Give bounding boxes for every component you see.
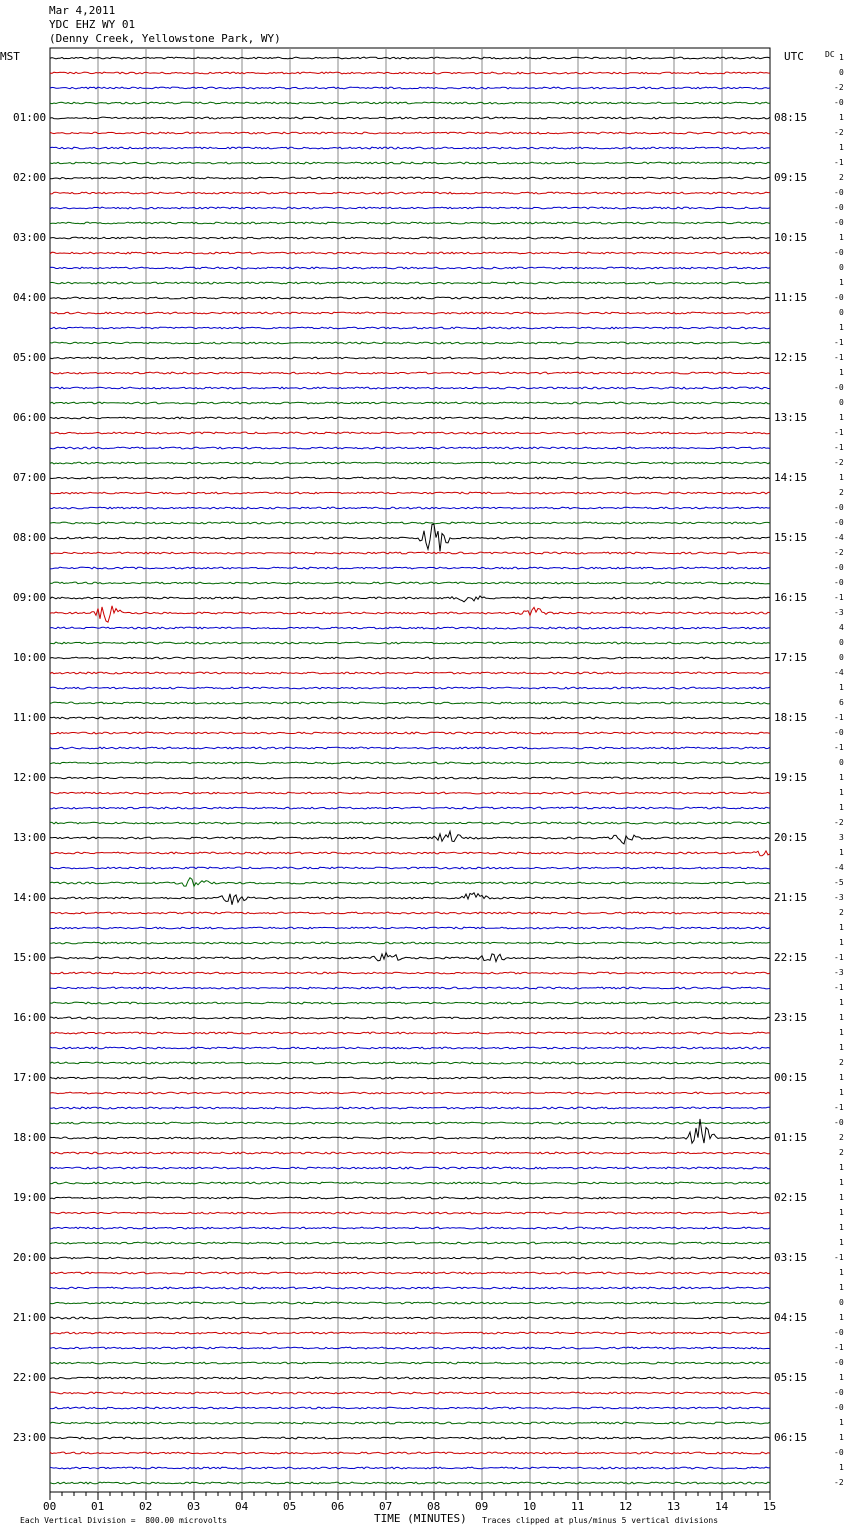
right-hour-label: 23:15: [774, 1011, 808, 1024]
seismic-trace: [50, 1317, 770, 1319]
right-hour-label: 16:15: [774, 591, 808, 604]
dc-offset-value: 0: [839, 653, 844, 662]
scale-footnote: Each Vertical Division = 800.00 microvolts: [20, 1516, 228, 1525]
dc-offset-value: 1: [839, 1283, 844, 1292]
dc-offset-value: 1: [839, 998, 844, 1007]
dc-offset-value: -0: [834, 503, 844, 512]
dc-offset-value: 1: [839, 143, 844, 152]
dc-offset-value: -1: [834, 743, 844, 752]
x-tick-label: 09: [475, 1500, 489, 1513]
dc-offset-value: 1: [839, 278, 844, 287]
seismic-trace: [50, 747, 770, 749]
seismic-trace: [50, 1452, 770, 1454]
seismic-trace: [50, 387, 770, 389]
dc-offset-value: -1: [834, 983, 844, 992]
right-hour-label: 03:15: [774, 1251, 808, 1264]
seismic-trace: [50, 1182, 770, 1184]
x-tick-label: 13: [667, 1500, 681, 1513]
dc-offset-value: 1: [839, 1238, 844, 1247]
dc-offset-value: -2: [834, 1478, 844, 1487]
dc-offset-value: 1: [839, 938, 844, 947]
dc-offset-value: -1: [834, 713, 844, 722]
right-hour-label: 17:15: [774, 651, 808, 664]
seismic-trace: [50, 867, 770, 869]
seismic-trace: [50, 522, 770, 524]
seismic-trace: [50, 942, 770, 944]
dc-offset-value: -1: [834, 443, 844, 452]
seismic-trace: [50, 1107, 770, 1109]
dc-offset-value: 2: [839, 173, 844, 182]
dc-offset-value: -0: [834, 293, 844, 302]
left-hour-label: 17:00: [13, 1071, 47, 1084]
seismic-trace: [50, 642, 770, 644]
seismic-trace: [50, 878, 770, 887]
right-hour-label: 19:15: [774, 771, 808, 784]
dc-offset-value: 1: [839, 923, 844, 932]
x-tick-label: 02: [139, 1500, 153, 1513]
dc-offset-value: 1: [839, 323, 844, 332]
dc-offset-value: 1: [839, 1178, 844, 1187]
seismic-trace: [50, 447, 770, 449]
dc-offset-value: 1: [839, 1028, 844, 1037]
seismic-trace: [50, 972, 770, 974]
dc-offset-value: -1: [834, 1343, 844, 1352]
seismic-trace: [50, 282, 770, 284]
dc-offset-value: 0: [839, 1298, 844, 1307]
seismic-trace: [50, 1332, 770, 1334]
dc-offset-value: -4: [834, 863, 844, 872]
left-hour-label: 09:00: [13, 591, 47, 604]
seismic-trace: [50, 117, 770, 119]
dc-offset-value: 1: [839, 803, 844, 812]
seismic-trace: [50, 132, 770, 134]
seismic-trace: [50, 1257, 770, 1259]
dc-offset-value: 1: [839, 413, 844, 422]
dc-offset-header: DC: [825, 50, 835, 59]
x-tick-label: 04: [235, 1500, 249, 1513]
dc-offset-value: -0: [834, 188, 844, 197]
right-hour-label: 12:15: [774, 351, 808, 364]
right-timezone-label: UTC: [784, 50, 804, 63]
seismic-trace: [50, 237, 770, 239]
left-hour-label: 12:00: [13, 771, 47, 784]
seismic-trace: [50, 1077, 770, 1079]
dc-offset-value: 0: [839, 308, 844, 317]
dc-offset-value: -3: [834, 968, 844, 977]
dc-offset-value: 1: [839, 473, 844, 482]
dc-offset-value: -2: [834, 128, 844, 137]
clip-footnote: Traces clipped at plus/minus 5 vertical divisions: [482, 1516, 719, 1525]
station-date: Mar 4,2011: [49, 4, 116, 17]
dc-offset-value: 1: [839, 1088, 844, 1097]
left-hour-label: 07:00: [13, 471, 47, 484]
dc-offset-value: 4: [839, 623, 844, 632]
dc-offset-value: 1: [839, 113, 844, 122]
right-hour-label: 04:15: [774, 1311, 808, 1324]
dc-offset-value: -1: [834, 353, 844, 362]
seismic-trace: [50, 606, 770, 622]
dc-offset-value: -1: [834, 593, 844, 602]
left-hour-label: 10:00: [13, 651, 47, 664]
seismic-trace: [50, 252, 770, 254]
right-hour-label: 01:15: [774, 1131, 808, 1144]
seismic-trace: [50, 927, 770, 929]
seismic-trace: [50, 1002, 770, 1004]
left-hour-label: 13:00: [13, 831, 47, 844]
right-hour-label: 15:15: [774, 531, 808, 544]
dc-offset-value: -2: [834, 548, 844, 557]
dc-offset-value: -0: [834, 1388, 844, 1397]
seismic-trace: [50, 1032, 770, 1034]
right-hour-label: 06:15: [774, 1431, 808, 1444]
seismic-trace: [50, 1152, 770, 1154]
dc-offset-value: 1: [839, 1418, 844, 1427]
seismic-trace: [50, 717, 770, 719]
dc-offset-value: -0: [834, 383, 844, 392]
dc-offset-value: 0: [839, 398, 844, 407]
seismic-trace: [50, 1017, 770, 1019]
dc-offset-value: -0: [834, 203, 844, 212]
dc-offset-value: -0: [834, 518, 844, 527]
dc-offset-value: -5: [834, 878, 844, 887]
dc-offset-value: 6: [839, 698, 844, 707]
seismic-trace: [50, 953, 770, 962]
right-hour-label: 22:15: [774, 951, 808, 964]
seismic-trace: [50, 1392, 770, 1394]
dc-offset-value: 1: [839, 773, 844, 782]
seismic-trace: [50, 807, 770, 809]
x-tick-label: 03: [187, 1500, 201, 1513]
x-tick-label: 06: [331, 1500, 345, 1513]
seismic-trace: [50, 87, 770, 89]
dc-offset-value: 1: [839, 1193, 844, 1202]
seismic-trace: [50, 177, 770, 179]
left-hour-label: 15:00: [13, 951, 47, 964]
x-tick-label: 05: [283, 1500, 297, 1513]
x-tick-label: 00: [43, 1500, 57, 1513]
x-tick-label: 10: [523, 1500, 537, 1513]
seismic-trace: [50, 507, 770, 509]
seismic-trace: [50, 1167, 770, 1169]
seismic-trace: [50, 687, 770, 689]
dc-offset-value: 2: [839, 1148, 844, 1157]
dc-offset-value: 1: [839, 368, 844, 377]
dc-offset-value: -0: [834, 1448, 844, 1457]
right-hour-label: 02:15: [774, 1191, 808, 1204]
left-hour-label: 23:00: [13, 1431, 47, 1444]
dc-offset-value: 1: [839, 1073, 844, 1082]
dc-offset-value: -0: [834, 1358, 844, 1367]
seismic-trace: [50, 207, 770, 209]
right-hour-label: 09:15: [774, 171, 808, 184]
seismic-trace: [50, 524, 770, 551]
dc-offset-value: 0: [839, 758, 844, 767]
seismic-trace: [50, 552, 770, 554]
left-hour-label: 16:00: [13, 1011, 47, 1024]
seismic-trace: [50, 327, 770, 329]
dc-offset-value: -0: [834, 1403, 844, 1412]
right-hour-label: 00:15: [774, 1071, 808, 1084]
seismic-trace: [50, 1467, 770, 1469]
station-location: (Denny Creek, Yellowstone Park, WY): [49, 32, 281, 45]
seismic-trace: [50, 1197, 770, 1199]
dc-offset-value: 2: [839, 908, 844, 917]
dc-offset-value: -0: [834, 218, 844, 227]
left-hour-label: 03:00: [13, 231, 47, 244]
dc-offset-value: -2: [834, 818, 844, 827]
seismic-trace: [50, 192, 770, 194]
dc-offset-value: 0: [839, 68, 844, 77]
right-hour-label: 14:15: [774, 471, 808, 484]
dc-offset-value: -3: [834, 608, 844, 617]
seismic-trace: [50, 372, 770, 374]
left-hour-label: 05:00: [13, 351, 47, 364]
dc-offset-value: 1: [839, 53, 844, 62]
right-hour-label: 21:15: [774, 891, 808, 904]
left-hour-label: 21:00: [13, 1311, 47, 1324]
x-tick-label: 08: [427, 1500, 441, 1513]
left-hour-label: 06:00: [13, 411, 47, 424]
left-hour-label: 01:00: [13, 111, 47, 124]
seismic-trace: [50, 1062, 770, 1064]
seismic-trace: [50, 57, 770, 59]
dc-offset-value: 1: [839, 233, 844, 242]
seismic-trace: [50, 1092, 770, 1094]
left-hour-label: 08:00: [13, 531, 47, 544]
seismic-trace: [50, 657, 770, 659]
left-hour-label: 11:00: [13, 711, 47, 724]
left-hour-label: 02:00: [13, 171, 47, 184]
seismic-trace: [50, 312, 770, 314]
seismic-trace: [50, 893, 770, 905]
dc-offset-value: 1: [839, 1223, 844, 1232]
x-tick-label: 01: [91, 1500, 105, 1513]
x-tick-label: 12: [619, 1500, 633, 1513]
station-code: YDC EHZ WY 01: [49, 18, 136, 31]
dc-offset-value: -4: [834, 533, 844, 542]
seismic-trace: [50, 162, 770, 164]
dc-offset-value: -1: [834, 953, 844, 962]
dc-offset-value: 1: [839, 848, 844, 857]
plot-frame: [50, 48, 770, 1492]
dc-offset-value: 2: [839, 1133, 844, 1142]
dc-offset-value: 1: [839, 1313, 844, 1322]
x-tick-label: 07: [379, 1500, 393, 1513]
seismic-trace: [50, 1302, 770, 1304]
dc-offset-value: -1: [834, 158, 844, 167]
seismic-trace: [50, 822, 770, 824]
dc-offset-value: 2: [839, 1058, 844, 1067]
right-hour-label: 11:15: [774, 291, 808, 304]
dc-offset-value: 1: [839, 1208, 844, 1217]
dc-offset-value: 1: [839, 1013, 844, 1022]
seismic-trace: [50, 1047, 770, 1049]
seismic-trace: [50, 987, 770, 989]
seismic-trace: [50, 342, 770, 344]
seismic-trace: [50, 582, 770, 584]
seismic-trace: [50, 462, 770, 464]
dc-offset-value: -1: [834, 428, 844, 437]
seismic-trace: [50, 1377, 770, 1379]
seismic-trace: [50, 1482, 770, 1484]
x-tick-label: 15: [763, 1500, 777, 1513]
seismic-trace: [50, 1287, 770, 1289]
x-tick-label: 11: [571, 1500, 585, 1513]
dc-offset-value: -2: [834, 458, 844, 467]
dc-offset-value: 1: [839, 1268, 844, 1277]
seismic-trace: [50, 357, 770, 359]
seismic-trace: [50, 912, 770, 914]
dc-offset-value: -0: [834, 563, 844, 572]
dc-offset-value: -0: [834, 248, 844, 257]
dc-offset-value: -0: [834, 1328, 844, 1337]
dc-offset-value: -4: [834, 668, 844, 677]
left-hour-label: 18:00: [13, 1131, 47, 1144]
dc-offset-value: 1: [839, 1463, 844, 1472]
dc-offset-value: 2: [839, 488, 844, 497]
seismic-trace: [50, 102, 770, 104]
seismic-trace: [50, 402, 770, 404]
left-hour-label: 14:00: [13, 891, 47, 904]
dc-offset-value: 1: [839, 1163, 844, 1172]
dc-offset-value: 1: [839, 1043, 844, 1052]
seismic-trace: [50, 1362, 770, 1364]
dc-offset-value: 1: [839, 683, 844, 692]
dc-offset-value: -1: [834, 1103, 844, 1112]
dc-offset-value: -3: [834, 893, 844, 902]
left-hour-label: 22:00: [13, 1371, 47, 1384]
seismic-trace: [50, 1122, 770, 1124]
dc-offset-value: -0: [834, 1118, 844, 1127]
seismic-trace: [50, 1242, 770, 1244]
seismic-trace: [50, 417, 770, 419]
seismic-trace: [50, 72, 770, 74]
seismic-trace: [50, 1212, 770, 1214]
seismic-trace: [50, 1437, 770, 1439]
dc-offset-value: -0: [834, 578, 844, 587]
left-hour-label: 20:00: [13, 1251, 47, 1264]
dc-offset-value: -0: [834, 98, 844, 107]
seismic-trace: [50, 492, 770, 494]
seismic-trace: [50, 222, 770, 224]
x-axis-title: TIME (MINUTES): [374, 1512, 467, 1525]
dc-offset-value: -2: [834, 83, 844, 92]
seismic-trace: [50, 732, 770, 734]
dc-offset-value: -1: [834, 1253, 844, 1262]
right-hour-label: 05:15: [774, 1371, 808, 1384]
left-timezone-label: MST: [0, 50, 20, 63]
seismic-trace: [50, 567, 770, 569]
seismic-trace: [50, 1227, 770, 1229]
right-hour-label: 10:15: [774, 231, 808, 244]
seismic-trace: [50, 762, 770, 764]
dc-offset-value: 1: [839, 1373, 844, 1382]
left-hour-label: 04:00: [13, 291, 47, 304]
seismic-trace: [50, 831, 770, 844]
seismic-trace: [50, 792, 770, 794]
dc-offset-value: 1: [839, 788, 844, 797]
dc-offset-value: -0: [834, 728, 844, 737]
dc-offset-value: 1: [839, 1433, 844, 1442]
right-hour-label: 08:15: [774, 111, 808, 124]
seismic-trace: [50, 1347, 770, 1349]
seismic-trace: [50, 477, 770, 479]
dc-offset-value: 0: [839, 638, 844, 647]
dc-offset-value: -1: [834, 338, 844, 347]
seismic-trace: [50, 1422, 770, 1424]
seismic-trace: [50, 297, 770, 299]
seismic-trace: [50, 147, 770, 149]
seismic-trace: [50, 432, 770, 434]
seismic-trace: [50, 702, 770, 704]
right-hour-label: 20:15: [774, 831, 808, 844]
right-hour-label: 13:15: [774, 411, 808, 424]
x-tick-label: 14: [715, 1500, 729, 1513]
left-hour-label: 19:00: [13, 1191, 47, 1204]
dc-offset-value: 3: [839, 833, 844, 842]
seismic-trace: [50, 267, 770, 269]
seismic-trace: [50, 851, 770, 856]
seismic-trace: [50, 672, 770, 674]
seismic-trace: [50, 627, 770, 629]
seismic-trace: [50, 1407, 770, 1409]
right-hour-label: 18:15: [774, 711, 808, 724]
dc-offset-value: 0: [839, 263, 844, 272]
seismic-trace: [50, 777, 770, 779]
seismic-trace: [50, 1272, 770, 1274]
seismic-trace: [50, 596, 770, 602]
